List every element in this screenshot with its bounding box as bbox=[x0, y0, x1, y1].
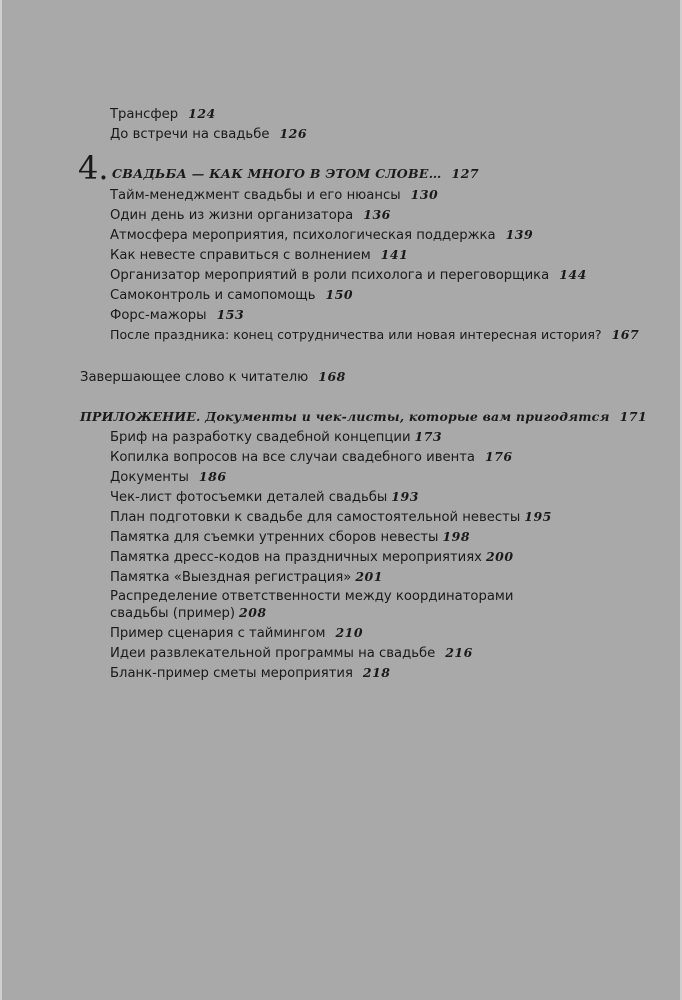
toc-entry bbox=[110, 187, 438, 204]
toc-entry-title: Идеи развлекательной программы на свадьбе bbox=[110, 646, 436, 661]
toc-entry-title: Как невесте справиться с волнением bbox=[110, 248, 371, 263]
toc-entry-title: Бланк-пример сметы мероприятия bbox=[110, 666, 353, 681]
toc-entry-title: Тайм-менеджмент свадьбы и его нюансы bbox=[110, 188, 401, 203]
toc-entry bbox=[110, 126, 307, 143]
toc-entry-title-cont: свадьбы (пример) bbox=[110, 606, 236, 621]
toc-entry-page: 130 bbox=[410, 187, 439, 202]
chapter-title: СВАДЬБА — КАК МНОГО В ЭТОМ СЛОВЕ… bbox=[112, 166, 442, 181]
toc-entry-page: 153 bbox=[216, 307, 245, 322]
toc-entry-line2 bbox=[110, 605, 267, 622]
toc-entry bbox=[110, 449, 513, 466]
toc-entry-page: 193 bbox=[391, 489, 419, 504]
toc-entry-title: Организатор мероприятий в роли психолога и переговорщика bbox=[110, 268, 550, 283]
toc-entry-page: 210 bbox=[335, 625, 364, 640]
toc-entry-closing bbox=[80, 369, 346, 386]
toc-entry bbox=[110, 509, 552, 526]
toc-entry-page: 139 bbox=[505, 227, 534, 242]
toc-entry-title: Чек-лист фотосъемки деталей свадьбы bbox=[110, 490, 388, 505]
toc-entry bbox=[110, 645, 473, 662]
toc-entry-title: Копилка вопросов на все случаи свадебного ивента bbox=[110, 450, 476, 465]
toc-entry bbox=[110, 327, 639, 343]
toc-entry-title: Памятка для съемки утренних сборов невесты bbox=[110, 530, 439, 545]
toc-entry-line1 bbox=[110, 589, 513, 605]
toc-entry bbox=[110, 227, 533, 244]
toc-entry bbox=[110, 106, 216, 123]
toc-entry-title: Форс-мажоры bbox=[110, 308, 207, 323]
appendix-title: ПРИЛОЖЕНИЕ. Документы и чек-листы, которые вам пригодятся bbox=[80, 409, 610, 424]
toc-entry-title: Трансфер bbox=[110, 107, 179, 122]
toc-entry bbox=[110, 569, 383, 586]
toc-entry bbox=[110, 469, 227, 486]
toc-entry bbox=[110, 247, 408, 264]
toc-entry-title: Памятка дресс-кодов на праздничных мероприятиях bbox=[110, 550, 482, 565]
toc-entry-page: 150 bbox=[325, 287, 354, 302]
toc-entry bbox=[110, 429, 442, 446]
toc-entry-page: 176 bbox=[485, 449, 513, 464]
toc-entry-page: 173 bbox=[414, 429, 443, 444]
toc-entry-page: 200 bbox=[485, 549, 514, 564]
toc-entry-page: 167 bbox=[611, 327, 640, 342]
toc-entry-page: 168 bbox=[318, 369, 346, 384]
toc-entry-page: 124 bbox=[188, 106, 216, 121]
toc-entry bbox=[110, 549, 514, 566]
toc-entry-title: Распределение ответственности между координаторами bbox=[110, 589, 514, 604]
toc-entry bbox=[110, 489, 419, 506]
toc-entry-page: 141 bbox=[380, 247, 409, 262]
chapter-page: 127 bbox=[451, 166, 480, 181]
toc-entry-page: 208 bbox=[239, 605, 267, 620]
toc-entry-title: Атмосфера мероприятия, психологическая поддержка bbox=[110, 228, 496, 243]
toc-entry-page: 144 bbox=[559, 267, 587, 282]
toc-entry-title: Самоконтроль и самопомощь bbox=[110, 288, 316, 303]
appendix-page: 171 bbox=[619, 409, 648, 424]
toc-entry-title: После праздника: конец сотрудничества или новая интересная история? bbox=[110, 327, 602, 342]
toc-entry-page: 218 bbox=[362, 665, 391, 680]
toc-entry-title: До встречи на свадьбе bbox=[110, 127, 270, 142]
toc-entry-page: 198 bbox=[442, 529, 471, 544]
toc-entry-title: План подготовки к свадьбе для самостоятельной невесты bbox=[110, 510, 521, 525]
toc-entry bbox=[110, 307, 244, 324]
toc-entry bbox=[110, 267, 587, 284]
toc-entry-page: 126 bbox=[279, 126, 308, 141]
toc-entry-page: 216 bbox=[445, 645, 473, 660]
toc-entry-page: 201 bbox=[355, 569, 383, 584]
toc-entry bbox=[110, 665, 390, 682]
toc-entry bbox=[110, 207, 391, 224]
toc-entry bbox=[110, 625, 363, 642]
toc-entry-title: Завершающее слово к читателю bbox=[80, 370, 309, 385]
toc-entry-page: 195 bbox=[524, 509, 552, 524]
toc-entry bbox=[110, 529, 470, 546]
chapter-heading bbox=[112, 166, 479, 183]
toc-entry-title: Документы bbox=[110, 470, 189, 485]
toc-entry-title: Памятка «Выездная регистрация» bbox=[110, 570, 352, 585]
toc-entry-page: 136 bbox=[363, 207, 391, 222]
toc-entry-title: Бриф на разработку свадебной концепции bbox=[110, 430, 411, 445]
appendix-heading bbox=[80, 409, 647, 426]
chapter-number: 4. bbox=[78, 149, 109, 187]
toc-entry-page: 186 bbox=[198, 469, 227, 484]
toc-entry bbox=[110, 287, 353, 304]
toc-entry-title: Один день из жизни организатора bbox=[110, 208, 354, 223]
toc-entry-title: Пример сценария с таймингом bbox=[110, 626, 326, 641]
